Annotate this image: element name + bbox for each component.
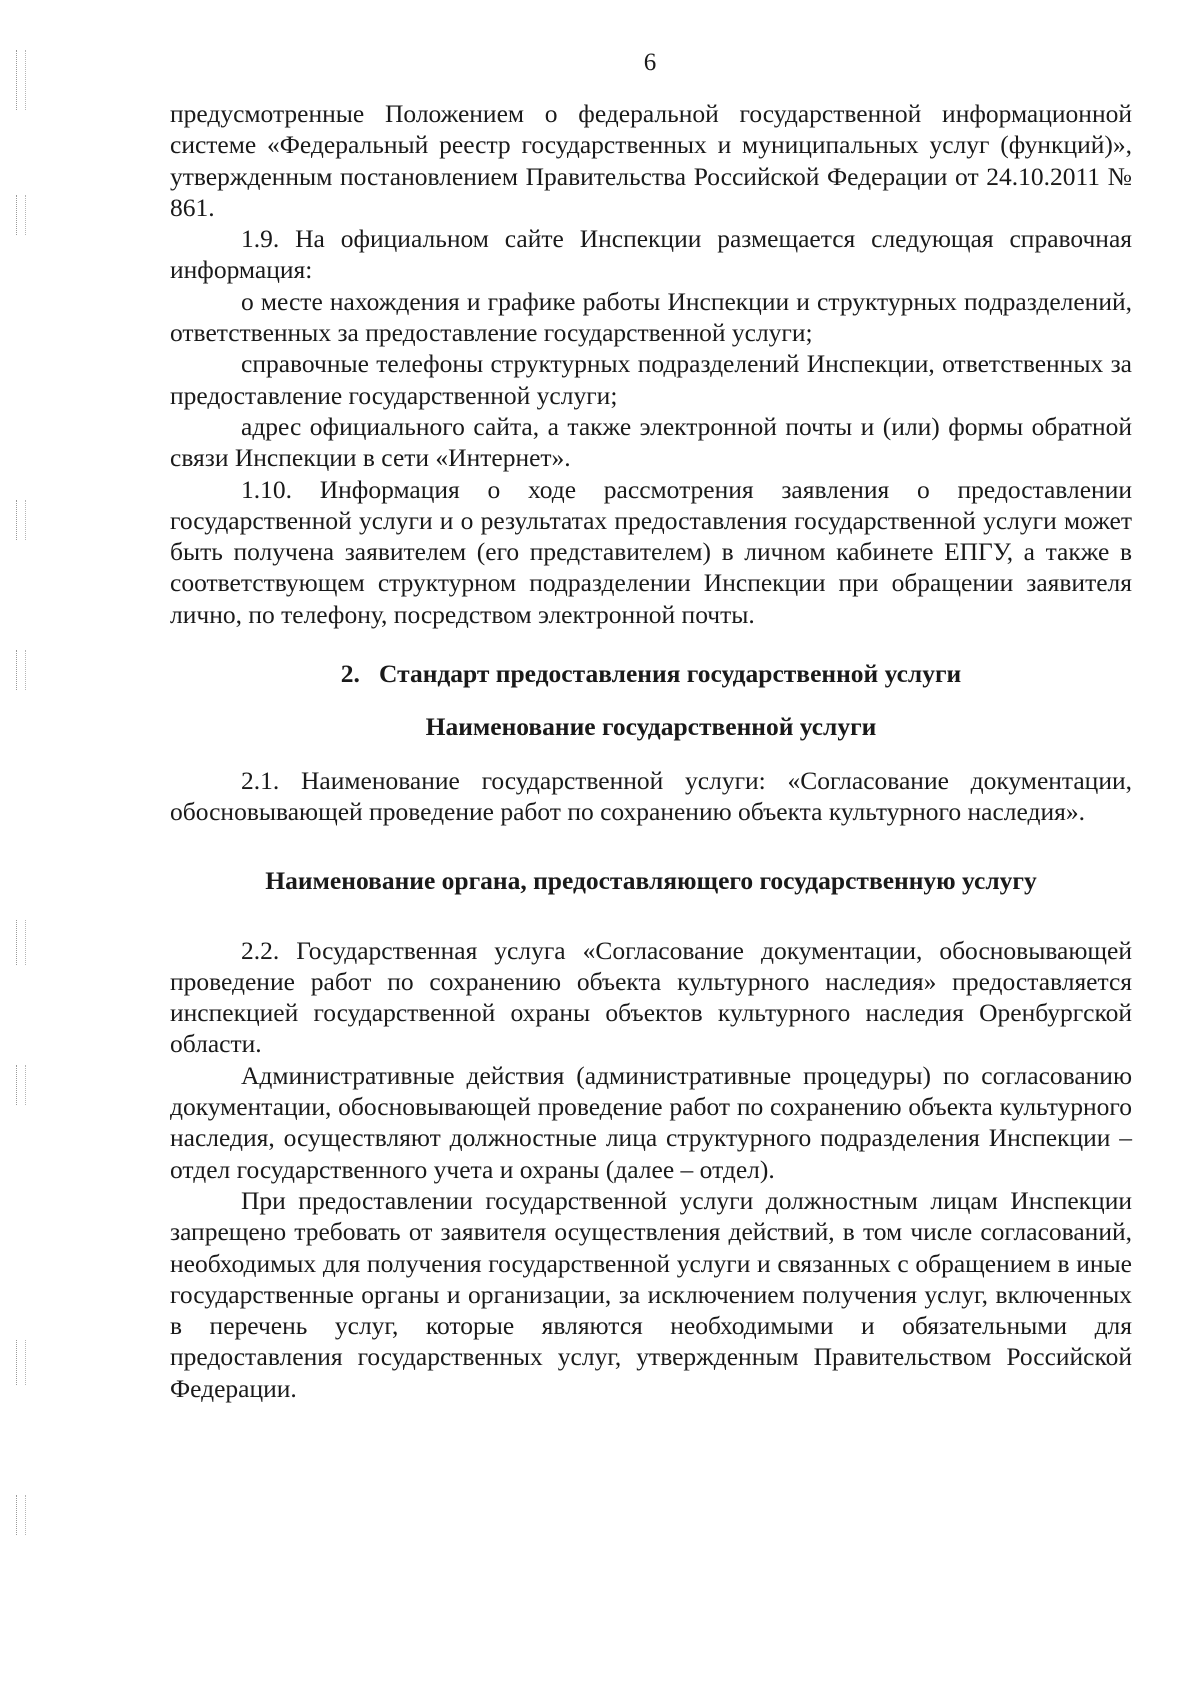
authority-name-heading: Наименование органа, предоставляющего государственную услугу: [265, 866, 1037, 896]
paragraph-admin-actions: Административные действия (административные процедуры) по согласованию документации, обосновывающей проведение работ по сохранению объекта культурного наследия, осуществляют должностные лица структурного подразделения Инспекции – отдел государственного учета и охраны (далее – отдел).: [170, 1060, 1132, 1184]
paragraph-2-2: 2.2. Государственная услуга «Согласование документации, обосновывающей проведение работ по сохранению объекта культурного наследия» предоставляется инспекцией государственной охраны объектов культурного наследия Оренбургской области.: [170, 935, 1132, 1059]
paragraph-1-9: 1.9. На официальном сайте Инспекции размещается следующая справочная информация:: [170, 224, 1132, 285]
binding-marks: [16, 920, 26, 965]
service-name-heading: Наименование государственной услуги: [425, 712, 877, 742]
paragraph-phones: справочные телефоны структурных подразделений Инспекции, ответственных за предоставление государственной услуги;: [170, 349, 1132, 410]
document-body: [170, 98, 1132, 1404]
paragraph-intro: предусмотренные Положением о федеральной государственной информационной системе «Федеральный реестр государственных и муниципальных услуг (функций)», утвержденным постановлением Правительства Российской Федерации от 24.10.2011 № 861.: [170, 99, 1132, 222]
binding-marks: [16, 1065, 26, 1105]
binding-marks: [16, 1340, 26, 1385]
binding-marks: [16, 500, 26, 540]
paragraph-1-10: 1.10. Информация о ходе рассмотрения заявления о предоставлении государственной услуги и о результатах предоставления государственной услуги может быть получена заявителем (его представителем) в личном кабинете ЕПГУ, а также в соответствующем структурном подразделении Инспекции при обращении заявителя лично, по телефону, посредством электронной почты.: [170, 474, 1132, 629]
paragraph-location: о месте нахождения и графике работы Инспекции и структурных подразделений, ответственных за предоставление государственной услуги;: [170, 286, 1132, 348]
page-number: 6: [643, 49, 657, 76]
binding-marks: [16, 195, 26, 235]
binding-marks: [16, 650, 26, 690]
paragraph-site: адрес официального сайта, а также электронной почты и (или) формы обратной связи Инспекции в сети «Интернет».: [170, 411, 1132, 473]
paragraph-prohibition: При предоставлении государственной услуги должностным лицам Инспекции запрещено требовать от заявителя осуществления действий, в том числе согласований, необходимых для получения государственной услуги и связанных с обращением в иные государственные органы и организации, за исключением получения услуг, включенных в перечень услуг, которые являются необходимыми и обязательными для предоставления государственных услуг, утвержденным Правительством Российской Федерации.: [170, 1185, 1132, 1403]
section-2-heading: 2. Стандарт предоставления государственной услуги: [340, 659, 962, 689]
binding-marks: [16, 1495, 26, 1535]
paragraph-2-1: 2.1. Наименование государственной услуги: «Согласование документации, обосновывающей проведение работ по сохранению объекта культурного наследия».: [170, 765, 1132, 826]
